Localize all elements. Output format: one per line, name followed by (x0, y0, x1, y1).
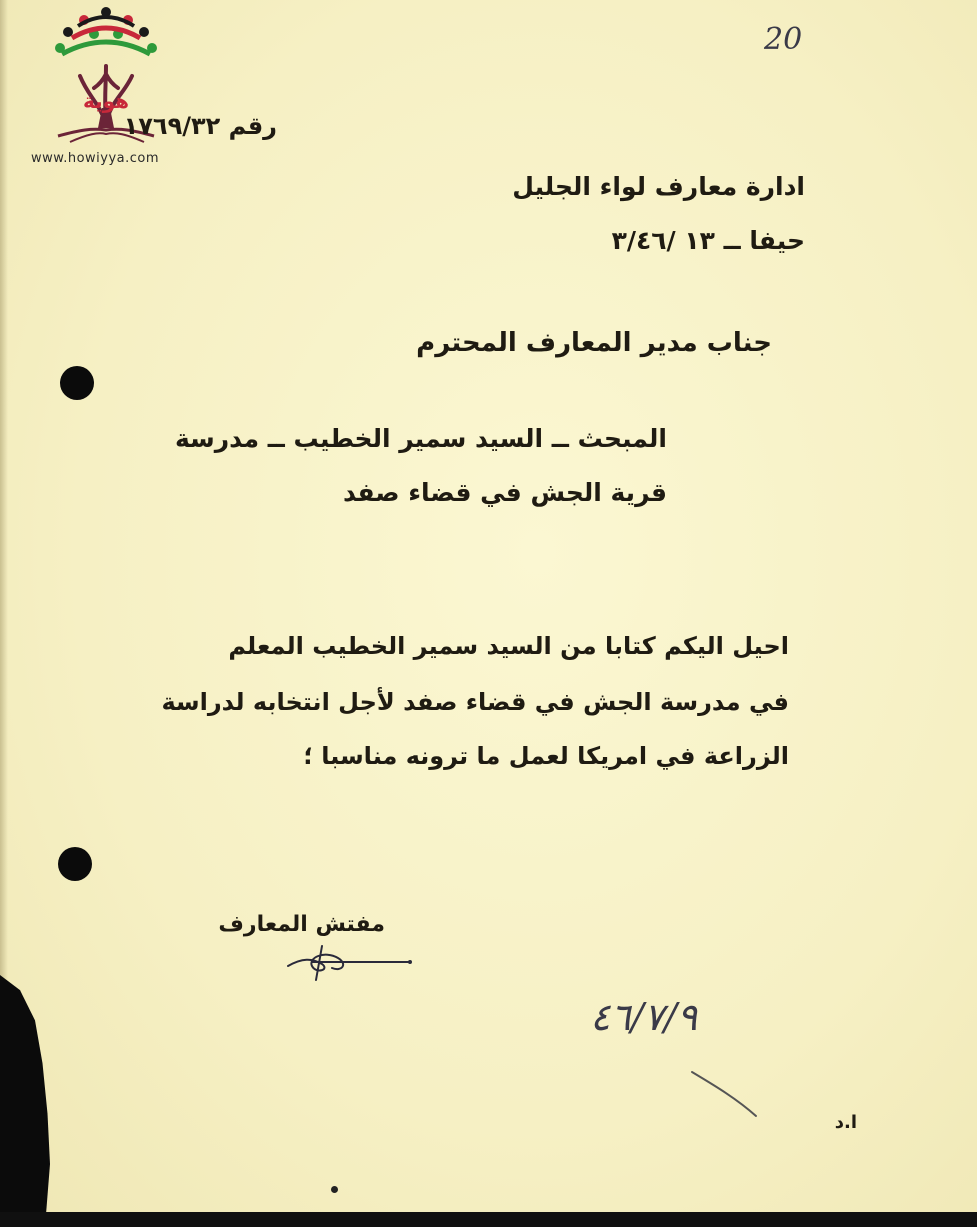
ink-dot (331, 1186, 338, 1193)
page-number: 20 (764, 22, 803, 57)
body-line-2: في مدرسة الجش في قضاء صفد لأجل انتخابه لدراسة (161, 688, 789, 716)
reference-number (124, 112, 277, 140)
body-line-1: احيل اليكم كتابا من السيد سمير الخطيب المعلم (228, 632, 789, 660)
handwritten-date: ٤٦/٧/٩ (590, 995, 698, 1039)
reference-label: رقم (228, 112, 277, 140)
body-line-3: الزراعة في امريكا لعمل ما ترونه مناسبا ؛ (303, 742, 789, 770)
logo-text: هوية (82, 89, 130, 113)
handwritten-signature (282, 940, 417, 982)
footer-initials: ا.د (834, 1112, 857, 1133)
watermark-url: www.howiyya.com (31, 151, 160, 166)
scan-bottom-edge (0, 1212, 977, 1227)
subject-line-1: المبحث ــ السيد سمير الخطيب ــ مدرسة (174, 424, 667, 453)
punch-hole-bottom (58, 847, 92, 881)
reference-value: ١٧٦٩/٣٢ (123, 112, 221, 140)
addressee: جناب مدير المعارف المحترم (416, 328, 772, 358)
signature-title: مفتش المعارف (218, 912, 385, 937)
subject-line-2: قرية الجش في قضاء صفد (342, 478, 667, 507)
punch-hole-top (60, 366, 94, 400)
pencil-mark (688, 1068, 760, 1120)
place-date: حيفا ــ ١٣ /٣/٤٦ (611, 226, 805, 255)
office-name: ادارة معارف لواء الجليل (512, 172, 805, 201)
